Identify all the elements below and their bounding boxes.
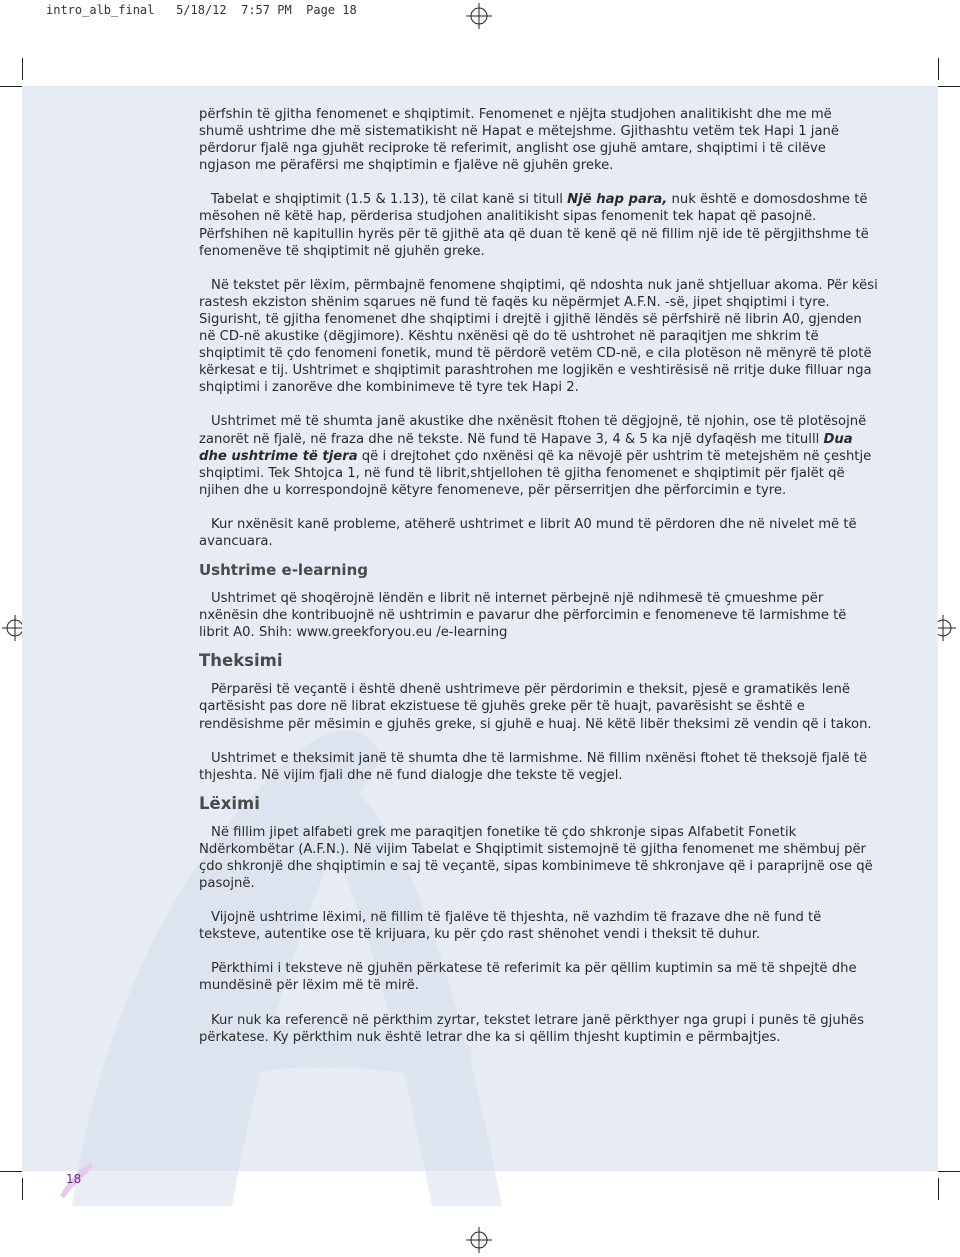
crop-mark <box>22 1178 23 1200</box>
registration-mark-top <box>466 3 492 29</box>
paragraph: Në fillim jipet alfabeti grek me paraqitjen fonetike të çdo shkronje sipas Alfabetit Fonetik Ndërkombëtar (A.F.N.). Në vijim Tabelat e Shqiptimit sistemojnë të gjitha fenomenet me shëmbuj për çdo shkronjë dhe shqiptimin e saj të veçantë, sipas kombinimeve të shkronjave që i paraprijnë ose që pasojnë. <box>199 824 873 892</box>
section-heading-leximi: Lëximi <box>199 793 260 813</box>
crop-mark <box>938 86 960 87</box>
paragraph: Ushtrimet më të shumta janë akustike dhe nxënësit ftohen të dëgjojnë, të njohin, ose të plotësojnë zanorët në fjalë, në fraza dhe në tekste. Në fund të Hapave 3, 4 & 5 ka një dyfaqësh me titulll Dua dhe ushtrime të tjera që i drejtohet çdo nxënësi që ka nëvojë për ushtrim të metejshëm në çeshtje shqiptimi. Tek Shtojca 1, në fund të librit,shtjellohen të gjitha fenomenet e shqiptimit për fjalët që njihen dhe u korrespondojnë këtyre fenomeneve, për përserritjen dhe përforcimin e tyre. <box>199 414 872 498</box>
crop-mark <box>0 1171 22 1172</box>
main-text <box>199 106 879 1046</box>
slug-filename: intro_alb_final <box>46 3 155 17</box>
paragraph: Ushtrimet e theksimit janë të shumta dhe të larmishme. Në fillim nxënësi ftohet të theksojë fjalë të thjeshta. Në vijim fjali dhe në fund dialogje dhe tekste të vegjel. <box>199 750 868 783</box>
slug-time: 7:57 PM <box>241 3 292 17</box>
page-number: 18 <box>66 1172 82 1186</box>
emphasis-title: Një hap para, <box>567 192 668 208</box>
paragraph: Ushtrimet që shoqërojnë lëndën e librit në internet përbejnë një ndihmesë të çmueshme për nxënësin dhe kontribuojnë në ushtrimin e pavarur dhe përforcimin e fenomeneve të larmishme të librit A0. Shih: www.greekforyou.eu /e-learning <box>199 591 847 641</box>
emphasis-title: Dua dhe ushtrime të tjera <box>199 431 853 464</box>
section-heading-elearning: Ushtrime e-learning <box>199 561 368 580</box>
paragraph: Përparësi të veçantë i është dhenë ushtrimeve për përdorimin e theksit, pjesë e gramatikës lenë qartësisht pas dore në librat ekzistuese të gjuhës greke për të huajt, pavarësisht se është e rendësishme për mësimin e gjuhës greke, si gjuhë e huaj. Në këtë libër theksimi zë vendin që i takon. <box>199 682 872 732</box>
crop-mark <box>0 86 22 87</box>
section-heading-theksimi: Theksimi <box>199 651 283 671</box>
crop-mark <box>938 1178 939 1200</box>
paragraph: Kur nxënësit kanë probleme, atëherë ushtrimet e librit A0 mund të përdoren dhe në nivelet më të avancuara. <box>199 516 857 549</box>
paragraph: përfshin të gjitha fenomenet e shqiptimit. Fenomenet e njëjta studjohen analitikisht dhe me më shumë ushtrime dhe më sistematikisht në Hapat e mëtejshme. Gjithashtu vetëm tek Hapi 1 janë përdorur fjalë nga gjuhët reciproke të referimit, anglisht ose gjuhë amtare, shqiptimi i të cilëve ngjason me përafërsi me shqiptimin e fjalëve në gjuhën greke. <box>199 107 840 174</box>
page-number-block <box>52 1160 96 1200</box>
paragraph: Kur nuk ka referencë në përkthim zyrtar, tekstet letrare janë përkthyer nga grupi i punës të gjuhës përkatese. Ky përkthim nuk është letrar dhe ka si qëllim thjesht kuptimin e përmbajtjes. <box>199 1012 865 1045</box>
paragraph: Në tekstet për lëxim, përmbajnë fenomene shqiptimi, që ndoshta nuk janë shtjelluar akoma. Për kësi rastesh ekziston shënim sqarues në fund të faqës ku nëpërmjet A.F.N. -së, jipet shqiptimi i tyre. Sigurisht, të gjitha fenomenet dhe shqiptimi i drejtë i gjithë lëndës së përfshirë në librin A0, gjenden në CD-në akustike (dëgjimore). Kështu nxënësi që do të ushtrohet në paraqitjen me shkrim të shqiptimit të çdo fenomeni fonetik, mund të përdorë vetëm CD-në, e cila plotëson në mënyrë të plotë kërkesat e tij. Ushtrimet e shqiptimit parashtrohen me logjikën e veshtirësisë në rritje duke filluar nga shqiptimi i zanorëve dhe kombinimeve të tyre tek Hapi 2. <box>199 277 878 396</box>
paragraph: Tabelat e shqiptimit (1.5 & 1.13), të cilat kanë si titull Një hap para, nuk është e domosdoshme të mësohen në këtë hap, përderisa studjohen analitikisht sipas fenomenit tek hapat që pasojnë. Përfshihen në kapitullin hyrës për të gjithë ata që duan të kenë që në fillim një ide të përgjithshme të fenomenëve të shqiptimit në gjuhën greke. <box>199 192 869 259</box>
paragraph: Vijojnë ushtrime lëximi, në fillim të fjalëve të thjeshta, në vazhdim të frazave dhe në fund të teksteve, autentike ose të krijuara, ku për çdo rast shënohet vendi i theksit të duhur. <box>199 910 822 943</box>
crop-mark <box>22 58 23 80</box>
crop-mark <box>938 58 939 80</box>
slug-date: 5/18/12 <box>176 3 227 17</box>
paragraph: Përkthimi i teksteve në gjuhën përkatese të referimit ka për qëllim kuptimin sa më të shpejtë dhe mundësinë për lëxim më të mirë. <box>199 961 857 994</box>
print-slug <box>46 3 357 17</box>
slug-page: Page 18 <box>306 3 357 17</box>
crop-mark <box>938 1171 960 1172</box>
